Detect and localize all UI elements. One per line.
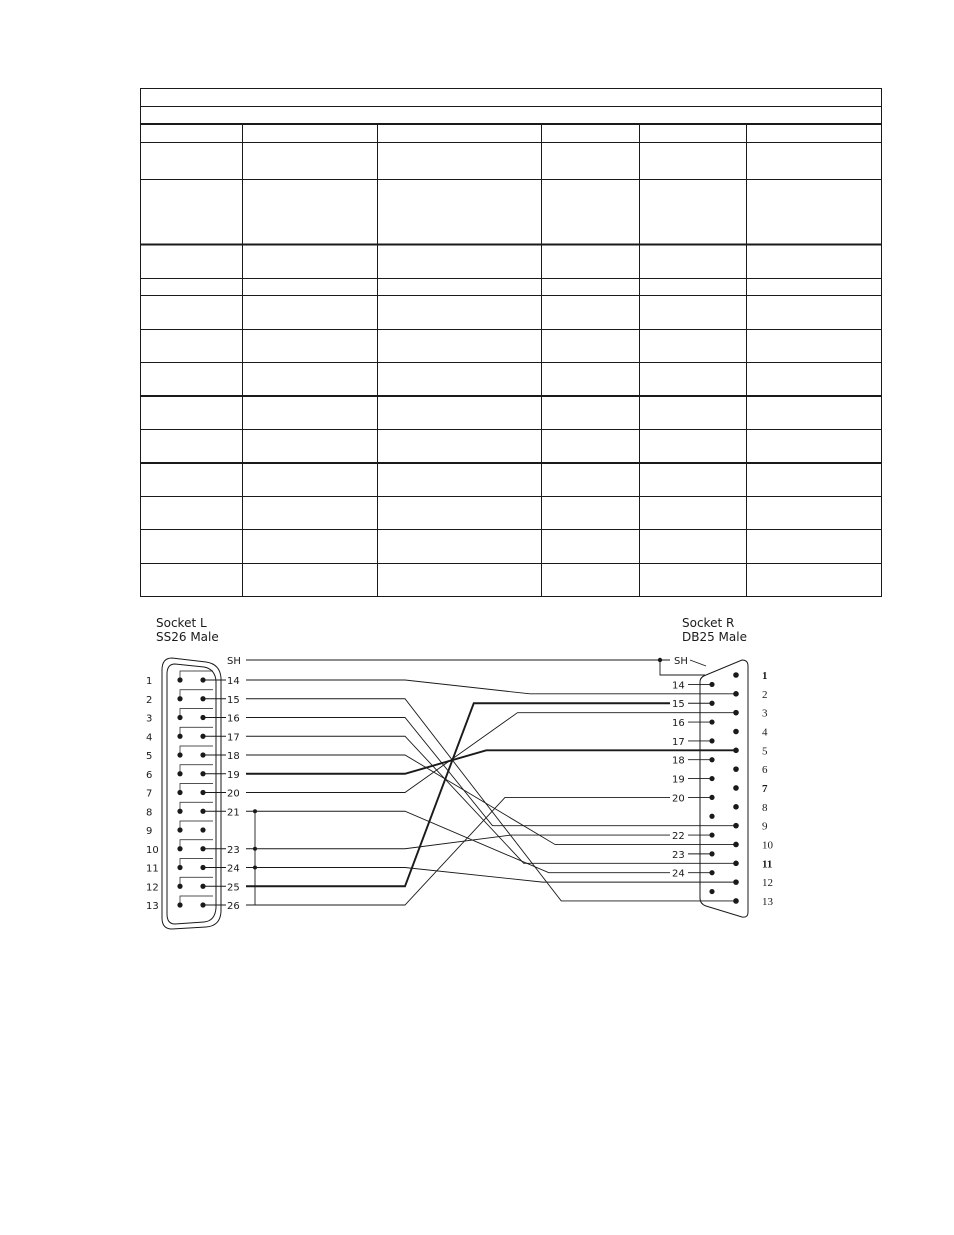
left-outer-pin-label: 5 [146, 751, 153, 762]
left-pin-bracket [180, 671, 213, 680]
right-outer-pin [733, 785, 739, 791]
right-outer-pin [733, 729, 739, 735]
right-sh-shell-tie [690, 660, 706, 666]
left-outer-pin-label: 4 [146, 732, 153, 744]
left-wire-label: 26 [227, 901, 240, 912]
right-wire-label: 22 [672, 831, 685, 843]
socket-right-title: Socket R [682, 616, 735, 630]
right-outer-pin-label: 3 [762, 707, 768, 720]
left-outer-pin-label: 10 [146, 844, 159, 856]
left-pin-bracket [180, 709, 213, 718]
left-wire-label: 15 [227, 694, 240, 706]
left-wire-label: 16 [227, 713, 240, 725]
wire-24-to-12 [246, 868, 736, 883]
left-outer-pin-label: 12 [146, 882, 159, 894]
left-pin-bracket [180, 859, 213, 868]
left-wire-label: 24 [227, 863, 240, 875]
left-outer-pin-label: 1 [146, 676, 153, 687]
right-wire-label: SH [674, 656, 688, 667]
socket-right-subtitle: DB25 Male [682, 630, 747, 644]
wire-20-to-3 [246, 713, 736, 793]
right-wire-label: 17 [672, 736, 685, 748]
left-pin-bracket [180, 765, 213, 774]
wire-group [246, 660, 736, 905]
left-pin-bracket [180, 746, 213, 755]
left-outer-pin-label: 9 [146, 826, 153, 837]
left-wire-label: 14 [227, 676, 240, 687]
left-wire-label: 19 [227, 769, 240, 781]
left-outer-pin-label: 13 [146, 901, 159, 912]
socket-left-subtitle: SS26 Male [156, 630, 219, 644]
right-outer-pin-label: 6 [762, 764, 768, 777]
wire-25-to-15 [246, 703, 670, 886]
left-wire-label: 17 [227, 732, 240, 744]
left-pin-bracket [180, 840, 213, 849]
wire-14-to-2 [246, 680, 736, 694]
socket-left-title: Socket L [156, 616, 207, 630]
right-inner-pin [709, 889, 714, 894]
right-connector-shell [700, 660, 748, 917]
left-pin-bracket [180, 877, 213, 886]
left-pin-group [146, 656, 257, 912]
left-inner-pin [200, 827, 205, 832]
right-wire-label: 23 [672, 849, 685, 861]
right-wire-label: 24 [672, 868, 685, 880]
left-outer-pin-label: 2 [146, 694, 153, 706]
left-outer-pin-label: 8 [146, 807, 153, 819]
right-outer-pin [733, 804, 739, 810]
right-outer-pin-label: 1 [762, 670, 768, 682]
wire-26-to-20 [246, 797, 670, 905]
right-outer-pin-label: 5 [762, 745, 768, 758]
left-wire-label: 25 [227, 882, 240, 894]
left-pin-bracket [180, 896, 213, 905]
left-wire-label: 23 [227, 844, 240, 856]
left-wire-label: SH [227, 656, 241, 667]
left-wire-label: 21 [227, 807, 240, 819]
right-outer-pin-label: 7 [762, 782, 768, 795]
left-pin-bracket [180, 821, 213, 830]
right-wire-label: 19 [672, 774, 685, 786]
right-outer-pin [733, 672, 739, 678]
right-wire-label: 20 [672, 793, 685, 805]
right-wire-label: 14 [672, 680, 685, 692]
wire-19-to-5 [246, 750, 736, 773]
right-outer-pin-label: 2 [762, 688, 768, 701]
right-wire-label: 16 [672, 718, 685, 730]
left-outer-pin-label: 3 [146, 713, 153, 725]
right-outer-pin-label: 9 [762, 820, 768, 833]
left-pin-bracket [180, 727, 213, 736]
left-outer-pin-label: 7 [146, 788, 153, 800]
left-outer-pin-label: 11 [146, 863, 159, 875]
wire-23-to-22 [246, 835, 670, 849]
wire-18-to-10 [246, 755, 736, 844]
left-pin-bracket [180, 802, 213, 811]
right-inner-pin [709, 814, 714, 819]
right-outer-pin-label: 13 [762, 895, 773, 908]
right-outer-pin-label: 11 [762, 858, 773, 871]
left-wire-label: 20 [227, 788, 240, 800]
right-outer-pin [733, 766, 739, 772]
right-wire-label: 15 [672, 699, 685, 711]
left-pin-bracket [180, 690, 213, 699]
right-outer-pin-label: 12 [762, 877, 773, 890]
left-wire-label: 18 [227, 751, 240, 762]
left-pin-bracket [180, 784, 213, 793]
right-outer-pin-label: 4 [762, 726, 768, 739]
right-outer-pin-label: 8 [762, 801, 768, 814]
left-outer-pin-label: 6 [146, 769, 153, 781]
right-outer-pin-label: 10 [762, 839, 773, 852]
wire-15-to-13 [246, 699, 736, 901]
right-wire-label: 18 [672, 755, 685, 767]
